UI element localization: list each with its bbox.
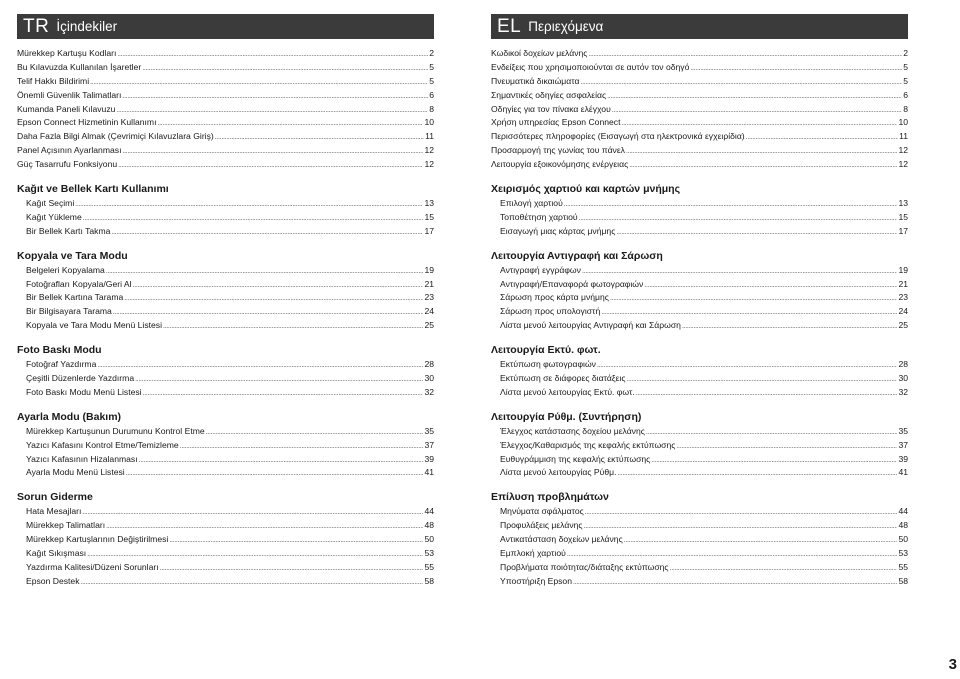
entry-title: Bu Kılavuzda Kullanılan İşaretler — [17, 61, 142, 72]
dot-leader — [690, 62, 902, 76]
dot-leader — [111, 226, 423, 240]
section-heading[interactable]: Χειρισμός χαρτιού και καρτών μνήμης — [491, 183, 681, 196]
toc-column-tr — [17, 14, 434, 589]
dot-leader — [122, 90, 428, 104]
section-heading[interactable]: Foto Baskı Modu — [17, 344, 102, 357]
entry-page-number: 41 — [424, 467, 434, 478]
toc-entry[interactable] — [491, 561, 908, 575]
entry-page-number: 25 — [898, 320, 908, 331]
entry-title: Εισαγωγή μιας κάρτας μνήμης — [500, 225, 616, 236]
entry-title: Περισσότερες πληροφορίες (Εισαγωγή στα ηλεκτρονικά εγχειρίδια) — [491, 131, 745, 142]
entry-page-number: 12 — [424, 159, 434, 170]
entry-title: Belgeleri Kopyalama — [26, 264, 105, 275]
toc-section — [491, 490, 908, 588]
dot-leader — [601, 306, 897, 320]
section-heading[interactable]: Λειτουργία Εκτύ. φωτ. — [491, 344, 601, 357]
dot-leader — [215, 131, 424, 145]
toc-entry[interactable] — [17, 358, 434, 372]
entry-title: Σημαντικές οδηγίες ασφαλείας — [491, 89, 607, 100]
entry-page-number: 12 — [424, 145, 434, 156]
dot-leader — [82, 506, 423, 520]
toc-entry[interactable] — [17, 291, 434, 305]
entry-page-number: 5 — [903, 61, 908, 72]
toc-top-entries — [17, 47, 434, 172]
entry-title: Κωδικοί δοχείων μελάνης — [491, 48, 588, 58]
toc-entry[interactable] — [491, 130, 908, 144]
dot-leader — [169, 534, 423, 548]
entry-title: Λίστα μενού λειτουργίας Εκτύ. φωτ. — [500, 386, 635, 397]
page-number: 3 — [948, 656, 957, 673]
dot-leader — [106, 520, 423, 534]
entry-title: Telif Hakkı Bildirimi — [17, 75, 90, 86]
entry-page-number: 15 — [424, 211, 434, 222]
dot-leader — [651, 454, 897, 468]
toc-entry[interactable] — [491, 211, 908, 225]
language-code: EL — [497, 15, 522, 37]
dot-leader — [746, 131, 898, 145]
section-heading[interactable]: Ayarla Modu (Bakım) — [17, 410, 122, 423]
toc-entry[interactable] — [17, 575, 434, 589]
section-heading[interactable]: Λειτουργία Ρύθμ. (Συντήρηση) — [491, 410, 642, 423]
entry-page-number: 28 — [424, 359, 434, 370]
entry-title: Σάρωση προς υπολογιστή — [500, 306, 601, 317]
toc-entry[interactable] — [491, 519, 908, 533]
dot-leader — [75, 198, 423, 212]
entry-page-number: 24 — [898, 306, 908, 317]
entry-title: Fotoğrafları Kopyala/Geri Al — [26, 278, 132, 289]
entry-title: Υποστήριξη Epson — [500, 575, 572, 586]
toc-entry[interactable] — [17, 197, 434, 211]
toc-section — [17, 343, 434, 400]
entry-title: Ayarla Modu Menü Listesi — [26, 467, 125, 478]
entry-page-number: 5 — [429, 61, 434, 72]
entry-title: Mürekkep Kartuşlarının Değiştirilmesi — [26, 534, 169, 545]
entry-title: Έλεγχος/Καθαρισμός της κεφαλής εκτύπωσης — [500, 439, 676, 450]
toc-entry[interactable] — [17, 75, 434, 89]
entry-page-number: 35 — [424, 425, 434, 436]
toc-entry[interactable] — [17, 278, 434, 292]
toc-section — [491, 343, 908, 400]
dot-leader — [626, 145, 897, 159]
entry-page-number: 19 — [424, 264, 434, 275]
entry-page-number: 8 — [429, 103, 434, 114]
toc-entry[interactable] — [491, 158, 908, 172]
dot-leader — [97, 359, 423, 373]
entry-page-number: 55 — [898, 561, 908, 572]
dot-leader — [670, 562, 898, 576]
toc-entry[interactable] — [17, 425, 434, 439]
toc-column-el — [491, 14, 908, 589]
entry-title: Αντιγραφή/Επαναφορά φωτογραφιών — [500, 278, 644, 289]
toc-entry[interactable] — [491, 533, 908, 547]
dot-leader — [585, 506, 898, 520]
entry-title: Προφυλάξεις μελάνης — [500, 520, 583, 531]
entry-page-number: 53 — [424, 548, 434, 559]
dot-leader — [636, 387, 898, 401]
entry-page-number: 35 — [898, 425, 908, 436]
entry-page-number: 50 — [898, 534, 908, 545]
toc-entry[interactable] — [491, 505, 908, 519]
toc-entry[interactable] — [491, 305, 908, 319]
entry-title: Χρήση υπηρεσίας Epson Connect — [491, 117, 621, 128]
entry-title: Έλεγχος κατάστασης δοχείου μελάνης — [500, 425, 645, 436]
dot-leader — [160, 562, 424, 576]
entry-title: Güç Tasarrufu Fonksiyonu — [17, 159, 118, 170]
entry-page-number: 5 — [429, 75, 434, 86]
entry-title: Epson Connect Hizmetinin Kullanımı — [17, 117, 157, 128]
entry-page-number: 50 — [424, 534, 434, 545]
dot-leader — [118, 159, 423, 173]
toc-entry[interactable] — [17, 561, 434, 575]
entry-page-number: 32 — [424, 386, 434, 397]
dot-leader — [139, 454, 424, 468]
dot-leader — [90, 76, 428, 90]
dot-leader — [142, 62, 428, 76]
entry-title: Bir Bellek Kartına Tarama — [26, 292, 124, 303]
entry-title: Σάρωση προς κάρτα μνήμης — [500, 292, 609, 303]
entry-page-number: 48 — [898, 520, 908, 531]
entry-title: Kumanda Paneli Kılavuzu — [17, 103, 116, 114]
entry-title: Epson Destek — [26, 575, 80, 586]
toc-section — [491, 182, 908, 239]
dot-leader — [584, 520, 898, 534]
toc-entry[interactable] — [491, 47, 908, 61]
toc-entry[interactable] — [491, 425, 908, 439]
dot-leader — [580, 76, 902, 90]
entry-title: Προσαρμογή της γωνίας του πάνελ — [491, 145, 625, 156]
toc-entry[interactable] — [17, 372, 434, 386]
entry-title: Kağıt Yükleme — [26, 211, 82, 222]
toc-entry[interactable] — [17, 61, 434, 75]
toc-section — [491, 249, 908, 333]
toc-entry[interactable] — [491, 225, 908, 239]
entry-title: Kağıt Sıkışması — [26, 548, 87, 559]
entry-page-number: 23 — [424, 292, 434, 303]
entry-page-number: 39 — [898, 453, 908, 464]
entry-page-number: 12 — [898, 159, 908, 170]
toc-entry[interactable] — [491, 61, 908, 75]
dot-leader — [627, 373, 898, 387]
dot-leader — [610, 292, 898, 306]
entry-page-number: 58 — [424, 575, 434, 586]
entry-title: Yazıcı Kafasının Hizalanması — [26, 453, 138, 464]
section-heading[interactable]: Sorun Giderme — [17, 491, 93, 504]
entry-page-number: 23 — [898, 292, 908, 303]
toc-entry[interactable] — [17, 103, 434, 117]
entry-title: Εκτύπωση φωτογραφιών — [500, 359, 596, 370]
toc-entry[interactable] — [17, 453, 434, 467]
toc-section — [17, 249, 434, 333]
entry-title: Εμπλοκή χαρτιού — [500, 548, 566, 559]
entry-title: Yazdırma Kalitesi/Düzeni Sorunları — [26, 561, 159, 572]
entry-page-number: 53 — [898, 548, 908, 559]
entry-page-number: 12 — [898, 145, 908, 156]
entry-title: Οδηγίες για τον πίνακα ελέγχου — [491, 103, 611, 114]
dot-leader — [573, 576, 897, 590]
toc-entry[interactable] — [491, 89, 908, 103]
entry-page-number: 30 — [898, 373, 908, 384]
entry-page-number: 32 — [898, 386, 908, 397]
entry-page-number: 17 — [898, 225, 908, 236]
toc-entry[interactable] — [491, 278, 908, 292]
toc-section — [17, 182, 434, 239]
toc-entry[interactable] — [491, 319, 908, 333]
section-heading[interactable]: Λειτουργία Αντιγραφή και Σάρωση — [491, 249, 663, 262]
toc-sections — [491, 182, 908, 589]
dot-leader — [582, 265, 898, 279]
dot-leader — [646, 426, 898, 440]
toc-entry[interactable] — [17, 305, 434, 319]
dot-leader — [124, 292, 423, 306]
entry-title: Ευθυγράμμιση της κεφαλής εκτύπωσης — [500, 453, 651, 464]
dot-leader — [617, 467, 897, 481]
toc-entry[interactable] — [491, 453, 908, 467]
entry-page-number: 15 — [898, 211, 908, 222]
section-heading[interactable]: Επίλυση προβλημάτων — [491, 491, 609, 504]
entry-page-number: 39 — [424, 453, 434, 464]
toc-entry[interactable] — [491, 197, 908, 211]
toc-entry[interactable] — [17, 505, 434, 519]
toc-section — [17, 490, 434, 588]
toc-entry[interactable] — [17, 47, 434, 61]
entry-title: Yazıcı Kafasını Kontrol Etme/Temizleme — [26, 439, 179, 450]
toc-entry[interactable] — [17, 264, 434, 278]
toc-entry[interactable] — [17, 547, 434, 561]
entry-title: Mürekkep Kartuşu Kodları — [17, 48, 117, 58]
dot-leader — [106, 265, 424, 279]
entry-title: Λειτουργία εξοικονόμησης ενέργειας — [491, 159, 629, 170]
entry-title: Μηνύματα σφάλματος — [500, 506, 584, 517]
entry-page-number: 37 — [424, 439, 434, 450]
entry-page-number: 24 — [424, 306, 434, 317]
dot-leader — [87, 548, 423, 562]
entry-title: Kopyala ve Tara Modu Menü Listesi — [26, 320, 162, 331]
toc-entry[interactable] — [491, 386, 908, 400]
entry-title: Λίστα μενού λειτουργίας Ρύθμ. — [500, 467, 617, 478]
toc-entry[interactable] — [17, 386, 434, 400]
dot-leader — [579, 212, 898, 226]
entry-title: Panel Açısının Ayarlanması — [17, 145, 122, 156]
dot-leader — [126, 467, 424, 481]
toc-entry[interactable] — [17, 158, 434, 172]
entry-title: Πνευματικά δικαιώματα — [491, 75, 580, 86]
toc-entry[interactable] — [491, 103, 908, 117]
toc-entry[interactable] — [491, 264, 908, 278]
section-heading[interactable]: Kopyala ve Tara Modu — [17, 249, 128, 262]
entry-page-number: 10 — [424, 117, 434, 128]
entry-title: Επιλογή χαρτιού — [500, 198, 563, 209]
entry-page-number: 21 — [424, 278, 434, 289]
dot-leader — [682, 320, 898, 334]
toc-entry[interactable] — [17, 439, 434, 453]
dot-leader — [81, 576, 424, 590]
dot-leader — [624, 534, 898, 548]
toc-entry[interactable] — [491, 547, 908, 561]
dot-leader — [83, 212, 424, 226]
toc-section — [491, 410, 908, 481]
entry-page-number: 6 — [903, 89, 908, 100]
entry-title: Kağıt Seçimi — [26, 198, 75, 209]
entry-title: Bir Bilgisayara Tarama — [26, 306, 112, 317]
dot-leader — [133, 279, 424, 293]
toc-header-tr — [17, 14, 434, 39]
dot-leader — [135, 373, 423, 387]
dot-leader — [676, 440, 897, 454]
entry-page-number: 2 — [903, 48, 908, 58]
entry-title: Fotoğraf Yazdırma — [26, 359, 97, 370]
entry-page-number: 17 — [424, 225, 434, 236]
dot-leader — [157, 117, 423, 131]
entry-page-number: 5 — [903, 75, 908, 86]
toc-header-el — [491, 14, 908, 39]
entry-page-number: 11 — [899, 131, 908, 142]
toc-sections — [17, 182, 434, 589]
toc-entry[interactable] — [491, 466, 908, 480]
entry-title: Hata Mesajları — [26, 506, 82, 517]
dot-leader — [597, 359, 897, 373]
entry-page-number: 28 — [898, 359, 908, 370]
entry-page-number: 10 — [898, 117, 908, 128]
section-heading[interactable]: Kağıt ve Bellek Kartı Kullanımı — [17, 183, 169, 196]
entry-page-number: 37 — [898, 439, 908, 450]
dot-leader — [143, 387, 424, 401]
toc-entry[interactable] — [491, 358, 908, 372]
entry-title: Çeşitli Düzenlerde Yazdırma — [26, 373, 135, 384]
entry-page-number: 48 — [424, 520, 434, 531]
dot-leader — [122, 145, 423, 159]
toc-entry[interactable] — [491, 575, 908, 589]
entry-title: Αντικατάσταση δοχείων μελάνης — [500, 534, 623, 545]
toc-entry[interactable] — [491, 372, 908, 386]
entry-page-number: 19 — [898, 264, 908, 275]
entry-title: Λίστα μενού λειτουργίας Αντιγραφή και Σάρωση — [500, 320, 681, 331]
entry-page-number: 55 — [424, 561, 434, 572]
entry-title: Ενδείξεις που χρησιμοποιούνται σε αυτόν τον οδηγό — [491, 61, 690, 72]
dot-leader — [113, 306, 424, 320]
dot-leader — [616, 226, 897, 240]
dot-leader — [116, 104, 428, 118]
entry-title: Bir Bellek Kartı Takma — [26, 225, 111, 236]
dot-leader — [117, 48, 428, 62]
toc-entry[interactable] — [491, 75, 908, 89]
dot-leader — [644, 279, 897, 293]
dot-leader — [163, 320, 423, 334]
language-code: TR — [23, 15, 50, 37]
toc-entry[interactable] — [491, 116, 908, 130]
dot-leader — [612, 104, 902, 118]
entry-title: Önemli Güvenlik Talimatları — [17, 89, 122, 100]
dot-leader — [629, 159, 897, 173]
toc-entry[interactable] — [17, 130, 434, 144]
entry-title: Εκτύπωση σε διάφορες διατάξεις — [500, 373, 626, 384]
toc-entry[interactable] — [491, 291, 908, 305]
entry-page-number: 25 — [424, 320, 434, 331]
entry-page-number: 58 — [898, 575, 908, 586]
entry-title: Αντιγραφή εγγράφων — [500, 264, 581, 275]
dot-leader — [206, 426, 424, 440]
entry-title: Mürekkep Kartuşunun Durumunu Kontrol Etme — [26, 425, 205, 436]
toc-entry[interactable] — [17, 466, 434, 480]
entry-title: Daha Fazla Bilgi Almak (Çevrimiçi Kılavuzlara Giriş) — [17, 131, 214, 142]
dot-leader — [567, 548, 898, 562]
entry-title: Mürekkep Talimatları — [26, 520, 106, 531]
entry-title: Foto Baskı Modu Menü Listesi — [26, 386, 142, 397]
toc-entry[interactable] — [17, 319, 434, 333]
entry-page-number: 13 — [424, 198, 434, 209]
toc-entry[interactable] — [17, 533, 434, 547]
dot-leader — [180, 440, 424, 454]
entry-title: Προβλήματα ποιότητας/διάταξης εκτύπωσης — [500, 561, 669, 572]
toc-entry[interactable] — [491, 439, 908, 453]
toc-entry[interactable] — [17, 116, 434, 130]
entry-page-number: 21 — [898, 278, 908, 289]
toc-top-entries — [491, 47, 908, 172]
entry-page-number: 11 — [425, 131, 434, 142]
toc-entry[interactable] — [17, 89, 434, 103]
entry-page-number: 30 — [424, 373, 434, 384]
toc-title: Περιεχόμενα — [528, 19, 604, 34]
entry-page-number: 44 — [424, 506, 434, 517]
entry-page-number: 8 — [903, 103, 908, 114]
entry-page-number: 41 — [898, 467, 908, 478]
entry-page-number: 44 — [898, 506, 908, 517]
dot-leader — [621, 117, 897, 131]
entry-page-number: 6 — [429, 89, 434, 100]
toc-entry[interactable] — [17, 519, 434, 533]
toc-section — [17, 410, 434, 481]
entry-title: Τοποθέτηση χαρτιού — [500, 211, 578, 222]
dot-leader — [607, 90, 902, 104]
toc-title: İçindekiler — [56, 19, 118, 34]
toc-entry[interactable] — [491, 144, 908, 158]
toc-entry[interactable] — [17, 211, 434, 225]
entry-page-number: 13 — [898, 198, 908, 209]
toc-entry[interactable] — [17, 225, 434, 239]
dot-leader — [564, 198, 898, 212]
toc-entry[interactable] — [17, 144, 434, 158]
entry-page-number: 2 — [429, 48, 434, 58]
dot-leader — [588, 48, 902, 62]
